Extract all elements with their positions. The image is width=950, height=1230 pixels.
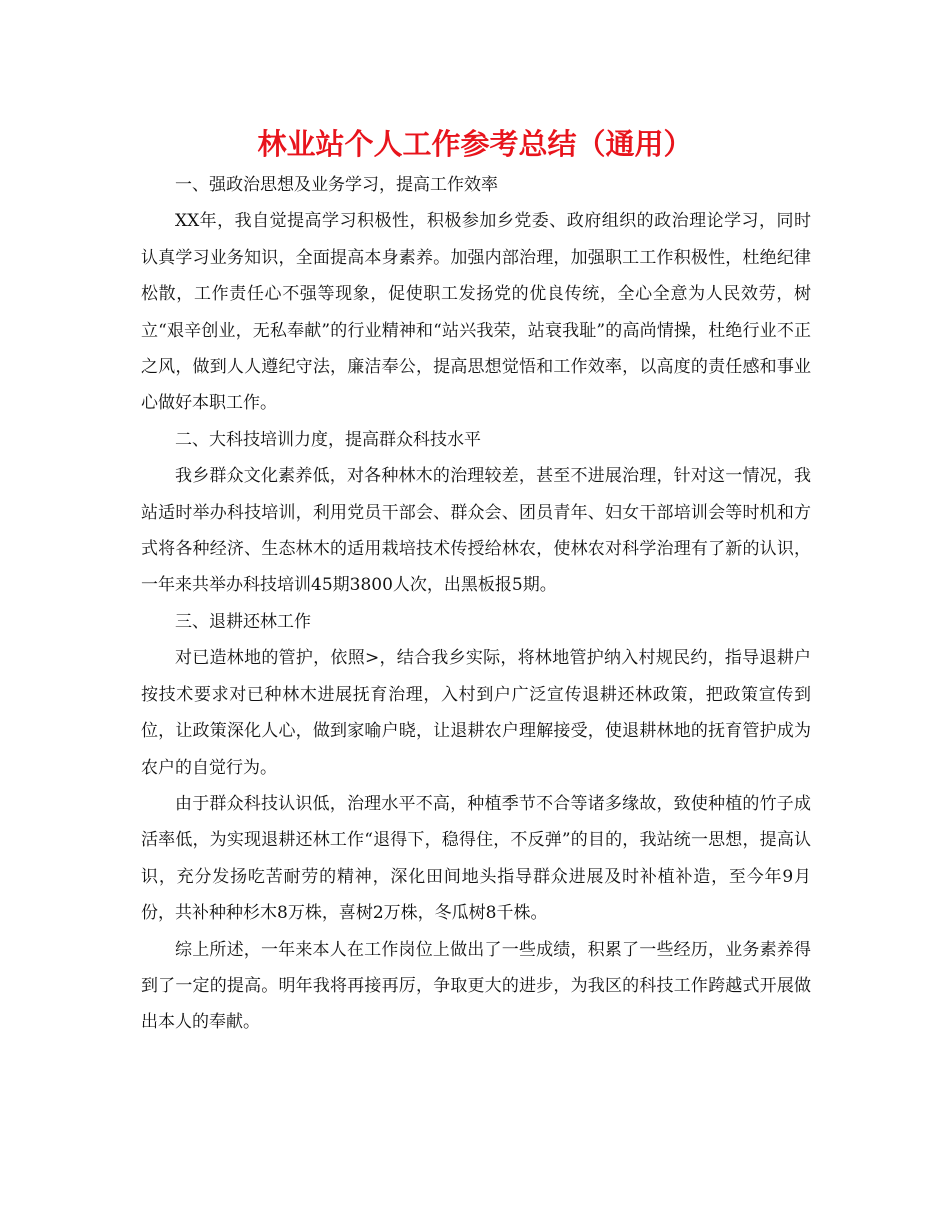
document-title: 林业站个人工作参考总结（通用）: [257, 127, 693, 161]
section-heading-3: 三、退耕还林工作: [175, 611, 311, 632]
document-body: [141, 167, 811, 1041]
paragraph-2: 我乡群众文化素养低，对各种林木的治理较差，甚至不进展治理，针对这一情况，我站适时举办科技培训，利用党员干部会、群众会、团员青年、妇女干部培训会等时机和方式将各种经济、生态林木的适用栽培技术传授给林农，使林农对科学治理有了新的认识，一年来共举办科技培训45期3800人次，出黑板报5期。: [141, 466, 811, 596]
section-heading-1: 一、强政治思想及业务学习，提高工作效率: [175, 175, 498, 195]
paragraph-4: 由于群众科技认识低，治理水平不高，种植季节不合等诸多缘故，致使种植的竹子成活率低，为实现退耕还林工作“退得下，稳得住，不反弹”的目的，我站统一思想，提高认识，充分发扬吃苦耐劳的精神，深化田间地头指导群众进展及时补植补造，至今年9月份，共补种种杉木8万株，喜树2万株，冬瓜树8千株。: [141, 793, 811, 924]
paragraph-5: 综上所述，一年来本人在工作岗位上做出了一些成绩，积累了一些经历，业务素养得到了一定的提高。明年我将再接再厉，争取更大的进步，为我区的科技工作跨越式开展做出本人的奉献。: [141, 939, 811, 1033]
paragraph-3: 对已造林地的管护，依照>，结合我乡实际，将林地管护纳入村规民约，指导退耕户按技术要求对已种林木进展抚育治理，入村到户广泛宣传退耕还林政策，把政策宣传到位，让政策深化人心，做到家喻户晓，让退耕农户理解接受，使退耕林地的抚育管护成为农户的自觉行为。: [141, 648, 811, 778]
paragraph-1: XX年，我自觉提高学习积极性，积极参加乡党委、政府组织的政治理论学习，同时认真学习业务知识，全面提高本身素养。加强内部治理，加强职工工作积极性，杜绝纪律松散，工作责任心不强等现象，促使职工发扬党的优良传统，全心全意为人民效劳，树立“艰辛创业，无私奉献”的行业精神和“站兴我荣，站衰我耻”的高尚情操，杜绝行业不正之风，做到人人遵纪守法，廉洁奉公，提高思想觉悟和工作效率，以高度的责任感和事业心做好本职工作。: [141, 211, 811, 414]
section-heading-2: 二、大科技培训力度，提高群众科技水平: [175, 429, 481, 450]
